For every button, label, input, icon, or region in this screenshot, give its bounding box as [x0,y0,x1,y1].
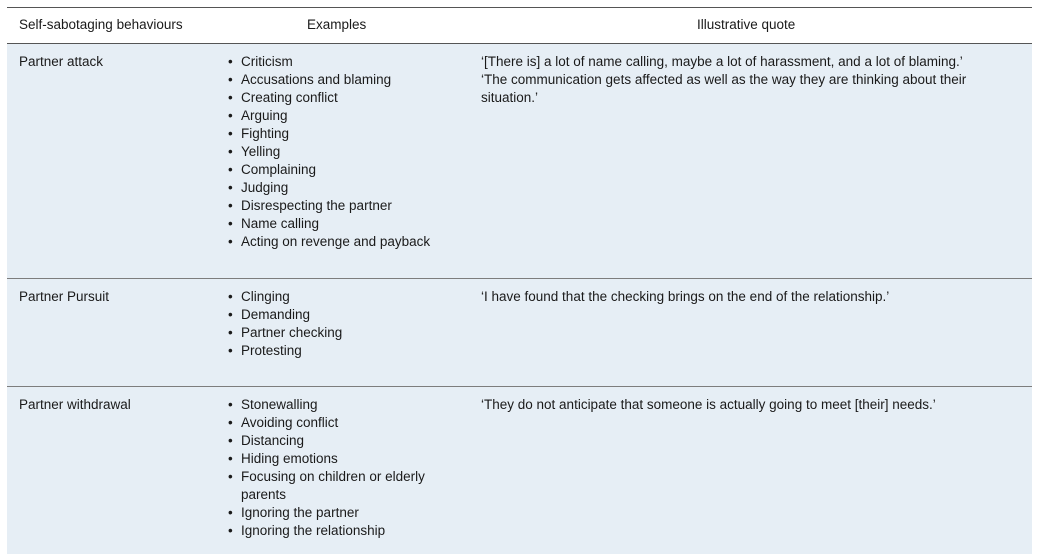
table-row [7,44,1032,279]
list-item: • Complaining [227,161,457,179]
table-row [7,279,1032,387]
list-item: • Name calling [227,215,457,233]
header-examples: Examples [307,17,367,32]
table-row [7,387,1032,554]
list-item: • Arguing [227,107,457,125]
list-item: • Ignoring the relationship [227,522,457,540]
list-item: • Creating conflict [227,89,457,107]
quote-line: ‘I have found that the checking brings on the end of the relationship.’ [481,289,890,304]
list-item: • Protesting [227,342,457,360]
list-item: • Stonewalling [227,396,457,414]
table-header [7,8,1032,44]
list-item: • Clinging [227,288,457,306]
list-item: • Acting on revenge and payback [227,233,457,251]
list-item: • Distancing [227,432,457,450]
illustrative-quote [481,53,1021,107]
list-item: • Avoiding conflict [227,414,457,432]
illustrative-quote [481,396,1021,414]
behaviour-label: Partner withdrawal [19,397,131,412]
quote-line: ‘The communication gets affected as well as the way they are thinking about their situation.’ [481,72,967,105]
examples-list [227,288,457,360]
header-quote: Illustrative quote [697,17,796,32]
list-item: • Accusations and blaming [227,71,457,89]
quote-line: ‘They do not anticipate that someone is actually going to meet [their] needs.’ [481,397,936,412]
examples-list [227,53,457,251]
quote-line: ‘[There is] a lot of name calling, maybe a lot of harassment, and a lot of blaming.’ [481,54,963,69]
behaviour-label: Partner attack [19,54,104,69]
list-item: • Demanding [227,306,457,324]
list-item: • Hiding emotions [227,450,457,468]
behaviours-table [7,7,1032,554]
list-item: • Fighting [227,125,457,143]
behaviour-label: Partner Pursuit [19,289,110,304]
list-item: • Ignoring the partner [227,504,457,522]
list-item: • Disrespecting the partner [227,197,457,215]
header-behaviours: Self-sabotaging behaviours [19,17,183,32]
list-item: • Yelling [227,143,457,161]
illustrative-quote [481,288,1021,306]
list-item: • Focusing on children or elderly parents [227,468,457,504]
examples-list [227,396,457,540]
list-item: • Criticism [227,53,457,71]
list-item: • Partner checking [227,324,457,342]
list-item: • Judging [227,179,457,197]
